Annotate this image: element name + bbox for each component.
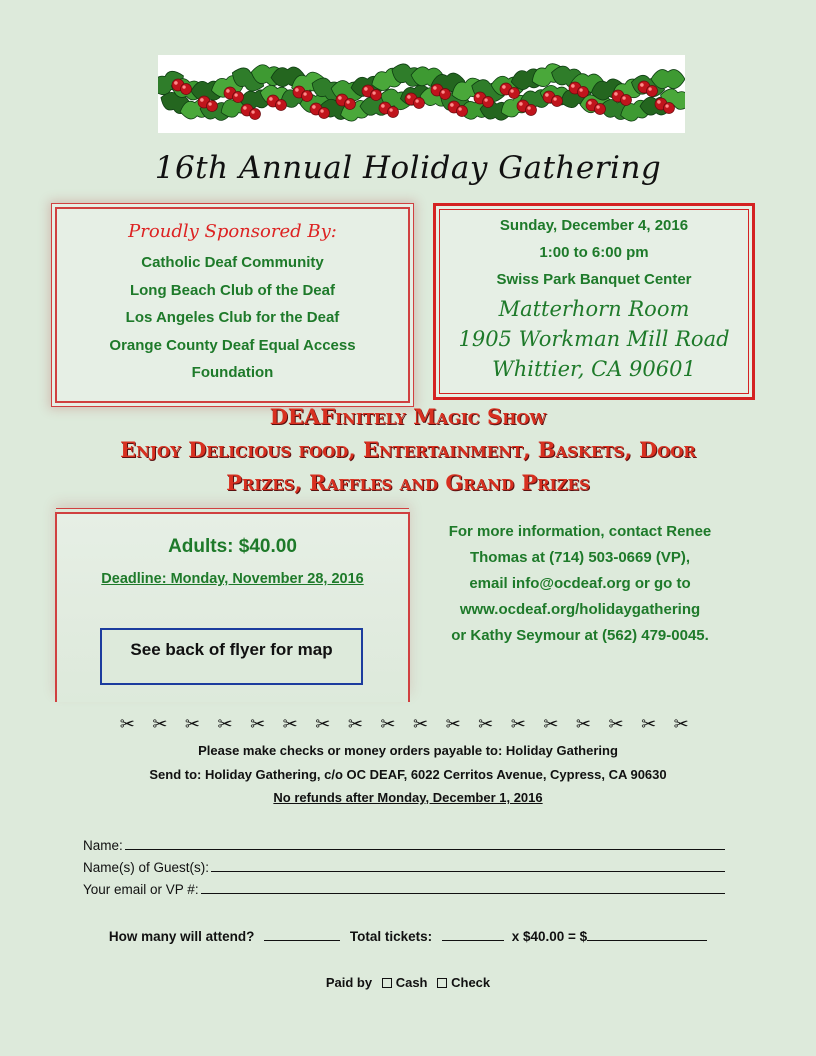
deadline: Deadline: Monday, November 28, 2016 — [101, 571, 364, 587]
berry-highlight — [476, 94, 480, 98]
price-multiplier: x $40.00 = $ — [511, 929, 588, 944]
event-room: Matterhorn Room — [498, 297, 690, 321]
holly-berry — [647, 86, 658, 97]
send-to-address: Send to: Holiday Gathering, c/o OC DEAF, 6022 Cerritos Avenue, Cypress, CA 90630 — [149, 767, 667, 782]
total-blank[interactable] — [587, 930, 707, 941]
guests-label: Name(s) of Guest(s): — [83, 860, 210, 875]
berry-highlight — [243, 106, 247, 110]
contact-line: email info@ocdeaf.org or go to — [469, 575, 691, 592]
berry-highlight — [182, 85, 185, 88]
holly-banner — [158, 55, 685, 133]
holly-berry — [664, 103, 675, 114]
contact-line: For more information, contact Renee — [448, 523, 712, 540]
contact-line: Thomas at (714) 503-0669 (VP), — [469, 549, 691, 566]
berry-highlight — [346, 100, 349, 103]
guests-blank[interactable] — [211, 859, 725, 872]
holly-leaf — [651, 70, 685, 89]
berry-highlight — [372, 91, 375, 94]
berry-highlight — [596, 105, 599, 108]
headline-prizes: Prizes, Raffles and Grand Prizes — [226, 470, 590, 495]
holly-berry — [621, 95, 632, 106]
berry-highlight — [545, 93, 549, 97]
berry-highlight — [657, 100, 661, 104]
berry-highlight — [320, 109, 323, 112]
holly-berry — [250, 109, 261, 120]
sponsor-list — [57, 249, 408, 387]
email-field[interactable] — [83, 881, 725, 897]
event-venue: Swiss Park Banquet Center — [496, 271, 692, 288]
payable-to: Please make checks or money orders payable to: Holiday Gathering — [198, 743, 618, 758]
cash-checkbox[interactable] — [382, 978, 392, 988]
berry-highlight — [200, 98, 204, 102]
berry-highlight — [553, 97, 556, 100]
berry-highlight — [614, 92, 618, 96]
berry-highlight — [338, 96, 342, 100]
event-date: Sunday, December 4, 2016 — [499, 217, 689, 234]
name-field[interactable] — [83, 837, 725, 853]
sponsor-item: Long Beach Club of the Deaf — [129, 281, 335, 299]
berry-highlight — [277, 101, 280, 104]
attendance-row — [0, 929, 816, 944]
holly-berry — [595, 104, 606, 115]
event-city: Whittier, CA 90601 — [492, 357, 696, 381]
berry-highlight — [407, 95, 411, 99]
paid-by-label: Paid by — [325, 975, 373, 990]
berry-highlight — [519, 102, 523, 106]
berry-highlight — [312, 105, 316, 109]
berry-highlight — [226, 89, 230, 93]
page-title: 16th Annual Holiday Gathering — [154, 150, 662, 186]
email-blank[interactable] — [201, 881, 725, 894]
contact-info — [422, 519, 738, 649]
holly-berry — [181, 84, 192, 95]
map-note: See back of flyer for map — [130, 640, 333, 659]
holly-berry — [276, 100, 287, 111]
berry-highlight — [381, 104, 385, 108]
no-refunds-note: No refunds after Monday, December 1, 2016 — [273, 790, 543, 805]
holly-berry — [388, 107, 399, 118]
holly-berry — [319, 108, 330, 119]
holly-berry — [552, 96, 563, 107]
berry-highlight — [588, 101, 592, 105]
check-label: Check — [451, 975, 491, 990]
berry-highlight — [571, 84, 575, 88]
sponsor-item: Catholic Deaf Community — [141, 254, 324, 271]
cash-label: Cash — [395, 975, 428, 990]
berry-highlight — [640, 83, 644, 87]
berry-highlight — [484, 98, 487, 101]
berry-highlight — [303, 92, 306, 95]
berry-highlight — [648, 87, 651, 90]
berry-highlight — [510, 89, 513, 92]
email-label: Your email or VP #: — [83, 882, 199, 897]
map-note-box — [100, 628, 363, 685]
holly-berry — [302, 91, 313, 102]
berry-highlight — [502, 85, 506, 89]
berry-highlight — [579, 88, 582, 91]
contact-website: www.ocdeaf.org/holidaygathering — [459, 601, 701, 618]
berry-highlight — [433, 86, 437, 90]
check-checkbox[interactable] — [437, 978, 447, 988]
event-street: 1905 Workman Mill Road — [458, 327, 730, 351]
holly-berry — [414, 98, 425, 109]
berry-highlight — [251, 110, 254, 113]
holly-berry — [207, 101, 218, 112]
berry-highlight — [295, 88, 299, 92]
holly-berry — [483, 97, 494, 108]
tickets-blank[interactable] — [442, 930, 504, 941]
name-label: Name: — [83, 838, 123, 853]
attend-label: How many will attend? — [108, 929, 255, 944]
contact-line: or Kathy Seymour at (562) 479-0045. — [451, 627, 709, 644]
adult-price: Adults: $40.00 — [168, 536, 297, 557]
name-blank[interactable] — [125, 837, 725, 850]
holly-berry — [345, 99, 356, 110]
berry-highlight — [389, 108, 392, 111]
holly-berry — [233, 92, 244, 103]
berry-highlight — [441, 90, 444, 93]
payment-method-row — [0, 975, 816, 990]
holly-berry — [371, 90, 382, 101]
holly-berry — [526, 105, 537, 116]
scissors-cut-line: ✂✂✂✂✂✂✂✂✂✂✂✂✂✂✂✂✂✂ — [119, 714, 707, 734]
holly-berry — [509, 88, 520, 99]
sponsor-item: Los Angeles Club for the Deaf — [125, 309, 340, 326]
holly-garland-image — [158, 55, 685, 133]
berry-highlight — [450, 103, 454, 107]
berry-highlight — [234, 93, 237, 96]
guests-field[interactable] — [83, 859, 725, 875]
event-details-box — [433, 203, 755, 400]
berry-highlight — [364, 87, 368, 91]
berry-highlight — [527, 106, 530, 109]
sponsor-heading: Proudly Sponsored By: — [128, 221, 337, 242]
berry-highlight — [665, 104, 668, 107]
berry-highlight — [415, 99, 418, 102]
holly-berry — [457, 106, 468, 117]
berry-highlight — [174, 81, 178, 85]
holly-berry — [578, 87, 589, 98]
holly-berry — [440, 89, 451, 100]
sponsor-box — [55, 207, 410, 403]
berry-highlight — [269, 97, 273, 101]
attend-blank[interactable] — [264, 930, 340, 941]
event-time: 1:00 to 6:00 pm — [539, 244, 649, 261]
sponsor-item: Foundation — [191, 364, 274, 381]
headline-enjoy: Enjoy Delicious food, Entertainment, Baskets, Door — [120, 437, 696, 462]
headline-magic-show: DEAFinitely Magic Show — [269, 404, 547, 429]
berry-highlight — [622, 96, 625, 99]
tickets-label: Total tickets: — [349, 929, 433, 944]
berry-highlight — [458, 107, 461, 110]
sponsor-item: Orange County Deaf Equal Access — [109, 336, 356, 354]
berry-highlight — [208, 102, 211, 105]
